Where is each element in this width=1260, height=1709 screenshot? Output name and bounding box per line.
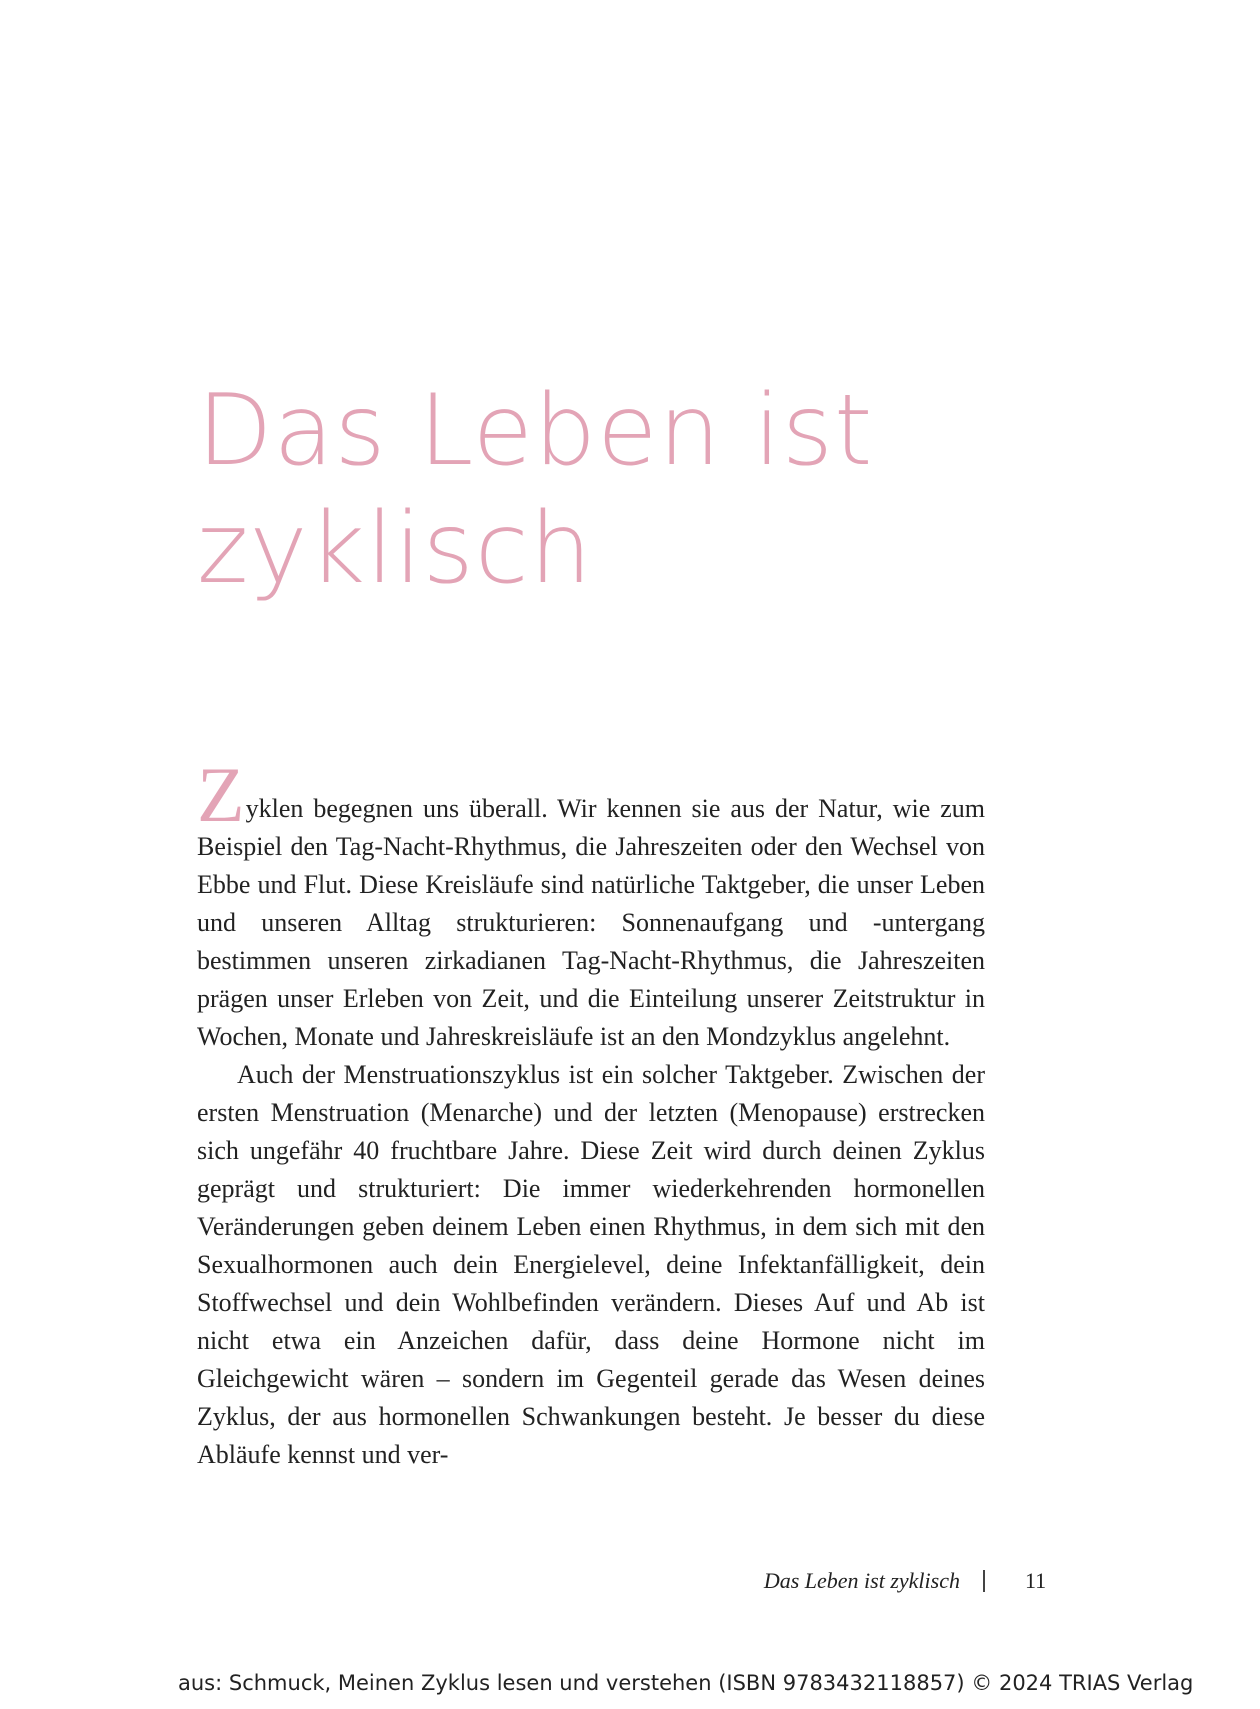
- paragraph-2: Auch der Menstruationszyklus ist ein solcher Taktgeber. Zwischen der ersten Menstruation (Menarche) und der letzten (Menopause) erstrecken sich ungefähr 40 fruchtbare Jahre. Diese Zeit wird durch deinen Zyklus geprägt und strukturiert: Die immer wiederkehrenden hormonellen Veränderungen geben deinem Leben einen Rhythmus, in dem sich mit den Sexualhormonen auch dein Energielevel, deine Infektanfälligkeit, dein Stoffwechsel und dein Wohlbefinden verändern. Dieses Auf und Ab ist nicht etwa ein Anzeichen dafür, dass deine Hormone nicht im Gleichgewicht wären – sondern im Gegenteil gerade das Wesen deines Zyklus, der aus hormonellen Schwankungen besteht. Je besser du diese Abläufe kennst und ver-: [197, 1060, 985, 1469]
- chapter-title: [197, 372, 1097, 608]
- paragraph-1-text: yklen begegnen uns überall. Wir kennen sie aus der Natur, wie zum Beispiel den Tag-Nacht-Rhythmus, die Jahreszeiten oder den Wechsel von Ebbe und Flut. Diese Kreisläufe sind natürliche Taktgeber, die unser Leben und unseren Alltag strukturieren: Sonnenaufgang und -untergang bestimmen unseren zirkadianen Tag-Nacht-Rhythmus, die Jahreszeiten prägen unser Erleben von Zeit, und die Einteilung unserer Zeitstruktur in Wochen, Monate und Jahreskreisläufe ist an den Mondzyklus angelehnt.: [197, 794, 985, 1051]
- body-text: [197, 751, 985, 1474]
- footer-separator: [983, 1570, 985, 1592]
- source-citation: aus: Schmuck, Meinen Zyklus lesen und verstehen (ISBN 9783432118857) © 2024 TRIAS Verlag: [178, 1671, 1194, 1695]
- paragraph-1: [197, 751, 985, 1056]
- running-footer-title: Das Leben ist zyklisch: [763, 1568, 960, 1593]
- chapter-title-line-1: Das Leben ist: [197, 374, 874, 488]
- page-number: 11: [1025, 1568, 1047, 1593]
- drop-cap: Z: [197, 751, 245, 838]
- chapter-title-line-2: zyklisch: [197, 492, 593, 606]
